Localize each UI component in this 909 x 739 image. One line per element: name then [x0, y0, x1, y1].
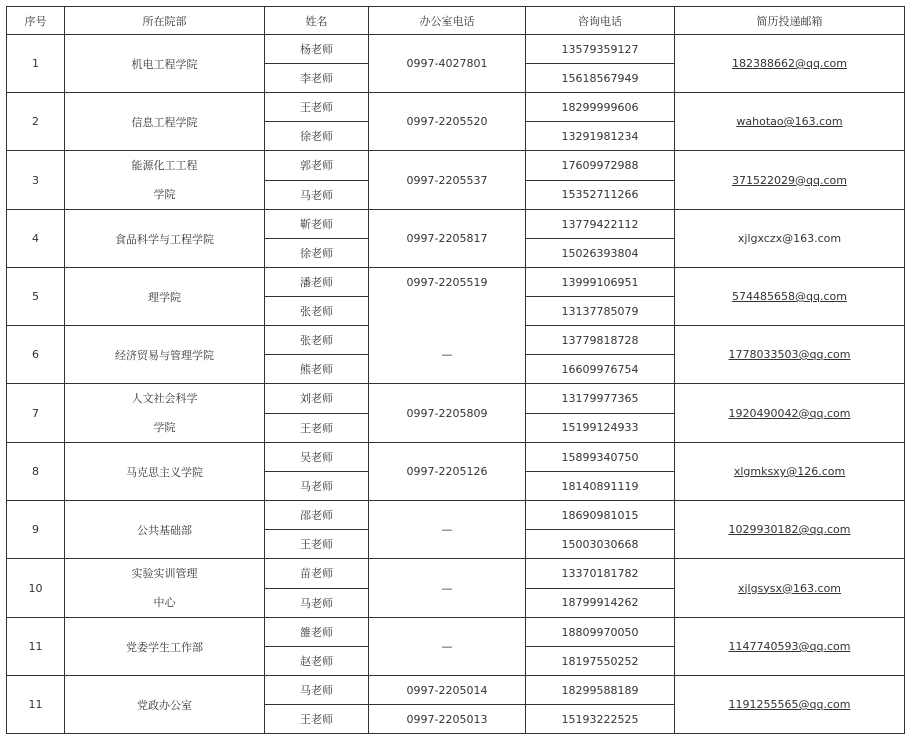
contact-name: 马老师 [265, 588, 369, 618]
office-phone: 0997-4027801 [369, 35, 526, 93]
contact-name: 王老师 [265, 705, 369, 734]
college-name [65, 384, 265, 443]
office-phone: — [369, 559, 526, 618]
office-phone: 0997-2205537 [369, 151, 526, 210]
email-link[interactable]: 1147740593@qq.com [675, 618, 905, 676]
office-phone: — [369, 326, 526, 384]
header-consult-phone: 咨询电话 [526, 7, 675, 35]
consult-phone: 15899340750 [526, 443, 675, 472]
row-index: 2 [7, 93, 65, 151]
college-name: 马克思主义学院 [65, 443, 265, 501]
college-name [65, 151, 265, 210]
table-row [7, 210, 905, 239]
office-phone: — [369, 618, 526, 676]
contact-name: 马老师 [265, 676, 369, 705]
row-index: 1 [7, 35, 65, 93]
row-index: 4 [7, 210, 65, 268]
consult-phone: 13779422112 [526, 210, 675, 239]
office-phone-blank [369, 297, 526, 326]
consult-phone: 18799914262 [526, 588, 675, 618]
office-phone: 0997-2205520 [369, 93, 526, 151]
consult-phone: 13291981234 [526, 122, 675, 151]
consult-phone: 18299999606 [526, 93, 675, 122]
header-email: 简历投递邮箱 [675, 7, 905, 35]
consult-phone: 15618567949 [526, 64, 675, 93]
contact-table [6, 6, 905, 734]
college-name: 经济贸易与管理学院 [65, 326, 265, 384]
table-row [7, 151, 905, 181]
consult-phone: 13179977365 [526, 384, 675, 414]
email-link[interactable]: 371522029@qq.com [675, 151, 905, 210]
header-name: 姓名 [265, 7, 369, 35]
table-row [7, 35, 905, 64]
consult-phone: 18690981015 [526, 501, 675, 530]
header-college: 所在院部 [65, 7, 265, 35]
table-row [7, 326, 905, 355]
college-name: 公共基础部 [65, 501, 265, 559]
college-name: 理学院 [65, 268, 265, 326]
header-office-phone: 办公室电话 [369, 7, 526, 35]
row-index: 8 [7, 443, 65, 501]
contact-name: 苗老师 [265, 559, 369, 589]
table-row [7, 676, 905, 705]
row-index: 11 [7, 676, 65, 734]
office-phone: 0997-2205817 [369, 210, 526, 268]
consult-phone: 18809970050 [526, 618, 675, 647]
row-index: 3 [7, 151, 65, 210]
consult-phone: 18299588189 [526, 676, 675, 705]
email-link[interactable]: xjlgsysx@163.com [675, 559, 905, 618]
office-phone: 0997-2205013 [369, 705, 526, 734]
row-index: 9 [7, 501, 65, 559]
table-row [7, 501, 905, 530]
email-link[interactable]: 1778033503@qq.com [675, 326, 905, 384]
consult-phone: 17609972988 [526, 151, 675, 181]
row-index: 10 [7, 559, 65, 618]
college-name: 机电工程学院 [65, 35, 265, 93]
college-name: 信息工程学院 [65, 93, 265, 151]
contact-name: 王老师 [265, 93, 369, 122]
contact-name: 邵老师 [265, 501, 369, 530]
contact-name: 赵老师 [265, 647, 369, 676]
consult-phone: 13779818728 [526, 326, 675, 355]
table-row [7, 384, 905, 414]
college-name-line2: 中心 [153, 596, 176, 609]
consult-phone: 15352711266 [526, 180, 675, 210]
office-phone: 0997-2205126 [369, 443, 526, 501]
row-index: 6 [7, 326, 65, 384]
college-name: 食品科学与工程学院 [65, 210, 265, 268]
consult-phone: 13370181782 [526, 559, 675, 589]
contact-name: 刘老师 [265, 384, 369, 414]
college-name: 党政办公室 [65, 676, 265, 734]
contact-name: 李老师 [265, 64, 369, 93]
header-index: 序号 [7, 7, 65, 35]
contact-name: 王老师 [265, 413, 369, 443]
college-name-line2: 学院 [153, 421, 176, 434]
contact-name: 郭老师 [265, 151, 369, 181]
email-link[interactable]: 574485658@qq.com [675, 268, 905, 326]
contact-name: 潘老师 [265, 268, 369, 297]
consult-phone: 18197550252 [526, 647, 675, 676]
contact-name: 靳老师 [265, 210, 369, 239]
college-name-line1: 能源化工工程 [131, 159, 198, 172]
college-name-line1: 实验实训管理 [131, 567, 198, 580]
college-name-line2: 学院 [153, 188, 176, 201]
contact-name: 王老师 [265, 530, 369, 559]
table-row [7, 443, 905, 472]
consult-phone: 13999106951 [526, 268, 675, 297]
email-link[interactable]: wahotao@163.com [675, 93, 905, 151]
table-header-row [7, 7, 905, 35]
email-link[interactable]: 1920490042@qq.com [675, 384, 905, 443]
email-link[interactable]: xjlgxczx@163.com [675, 210, 905, 268]
email-link[interactable]: 182388662@qq.com [675, 35, 905, 93]
contact-name: 杨老师 [265, 35, 369, 64]
table-row [7, 618, 905, 647]
email-link[interactable]: 1191255565@qq.com [675, 676, 905, 734]
contact-name: 马老师 [265, 180, 369, 210]
office-phone: 0997-2205519 [369, 268, 526, 297]
college-name [65, 559, 265, 618]
contact-name: 张老师 [265, 326, 369, 355]
email-link[interactable]: xlgmksxy@126.com [675, 443, 905, 501]
consult-phone: 15193222525 [526, 705, 675, 734]
college-name-line1: 人文社会科学 [131, 392, 198, 405]
consult-phone: 18140891119 [526, 472, 675, 501]
consult-phone: 15003030668 [526, 530, 675, 559]
row-index: 7 [7, 384, 65, 443]
contact-name: 雒老师 [265, 618, 369, 647]
email-link[interactable]: 1029930182@qq.com [675, 501, 905, 559]
office-phone: — [369, 501, 526, 559]
office-phone: 0997-2205809 [369, 384, 526, 443]
contact-name: 徐老师 [265, 122, 369, 151]
row-index: 5 [7, 268, 65, 326]
contact-name: 徐老师 [265, 239, 369, 268]
consult-phone: 15199124933 [526, 413, 675, 443]
consult-phone: 13579359127 [526, 35, 675, 64]
contact-name: 吴老师 [265, 443, 369, 472]
row-index: 11 [7, 618, 65, 676]
office-phone: 0997-2205014 [369, 676, 526, 705]
contact-name: 马老师 [265, 472, 369, 501]
table-row [7, 268, 905, 297]
consult-phone: 15026393804 [526, 239, 675, 268]
contact-name: 张老师 [265, 297, 369, 326]
table-row [7, 559, 905, 589]
college-name: 党委学生工作部 [65, 618, 265, 676]
contact-name: 熊老师 [265, 355, 369, 384]
consult-phone: 16609976754 [526, 355, 675, 384]
consult-phone: 13137785079 [526, 297, 675, 326]
table-row [7, 93, 905, 122]
